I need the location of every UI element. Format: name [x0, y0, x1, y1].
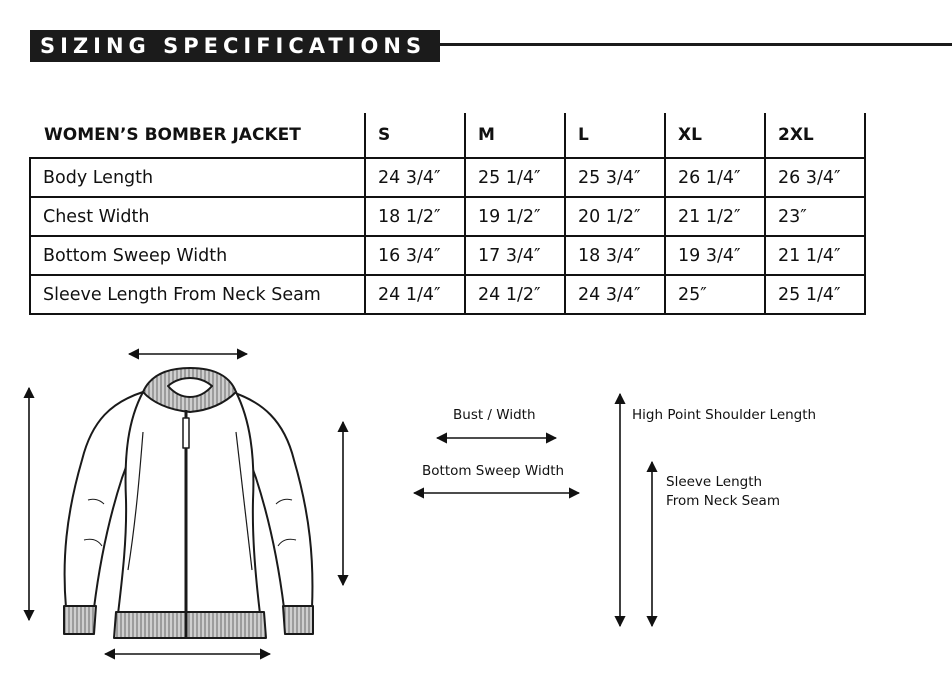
- size-header-l: L: [565, 113, 665, 158]
- section-title: SIZING SPECIFICATIONS: [30, 30, 440, 62]
- table-cell: 26 3/4″: [765, 158, 865, 197]
- table-cell: 25 1/4″: [765, 275, 865, 314]
- table-cell: 23″: [765, 197, 865, 236]
- legend-hps-label: High Point Shoulder Length: [632, 407, 817, 423]
- legend-sleeve-label-line1: Sleeve Length: [666, 474, 763, 490]
- table-cell: 24 1/2″: [465, 275, 565, 314]
- table-cell: 20 1/2″: [565, 197, 665, 236]
- size-header-s: S: [365, 113, 465, 158]
- legend-sleeve-label-line2: From Neck Seam: [666, 493, 780, 509]
- table-cell: 19 1/2″: [465, 197, 565, 236]
- table-cell: 18 1/2″: [365, 197, 465, 236]
- table-cell: 21 1/2″: [665, 197, 765, 236]
- product-name: WOMEN’S BOMBER JACKET: [44, 125, 301, 145]
- row-label: Body Length: [30, 158, 365, 197]
- table-cell: 17 3/4″: [465, 236, 565, 275]
- table-cell: 24 1/4″: [365, 275, 465, 314]
- table-cell: 16 3/4″: [365, 236, 465, 275]
- row-label: Sleeve Length From Neck Seam: [30, 275, 365, 314]
- right-cuff: [283, 606, 313, 634]
- table-cell: 25″: [665, 275, 765, 314]
- table-cell: 18 3/4″: [565, 236, 665, 275]
- table-cell: 25 1/4″: [465, 158, 565, 197]
- size-header-2xl: 2XL: [765, 113, 865, 158]
- row-label: Bottom Sweep Width: [30, 236, 365, 275]
- left-cuff: [64, 606, 96, 634]
- size-header-xl: XL: [665, 113, 765, 158]
- table-cell: 19 3/4″: [665, 236, 765, 275]
- size-header-m: M: [465, 113, 565, 158]
- table-cell: 21 1/4″: [765, 236, 865, 275]
- waistband: [114, 612, 266, 638]
- table-cell: 24 3/4″: [565, 275, 665, 314]
- table-cell: 25 3/4″: [565, 158, 665, 197]
- legend-bust-label: Bust / Width: [453, 407, 536, 423]
- table-cell: 26 1/4″: [665, 158, 765, 197]
- table-cell: 24 3/4″: [365, 158, 465, 197]
- legend-bottom-sweep-label: Bottom Sweep Width: [422, 463, 565, 479]
- row-label: Chest Width: [30, 197, 365, 236]
- jacket-illustration: [64, 368, 313, 638]
